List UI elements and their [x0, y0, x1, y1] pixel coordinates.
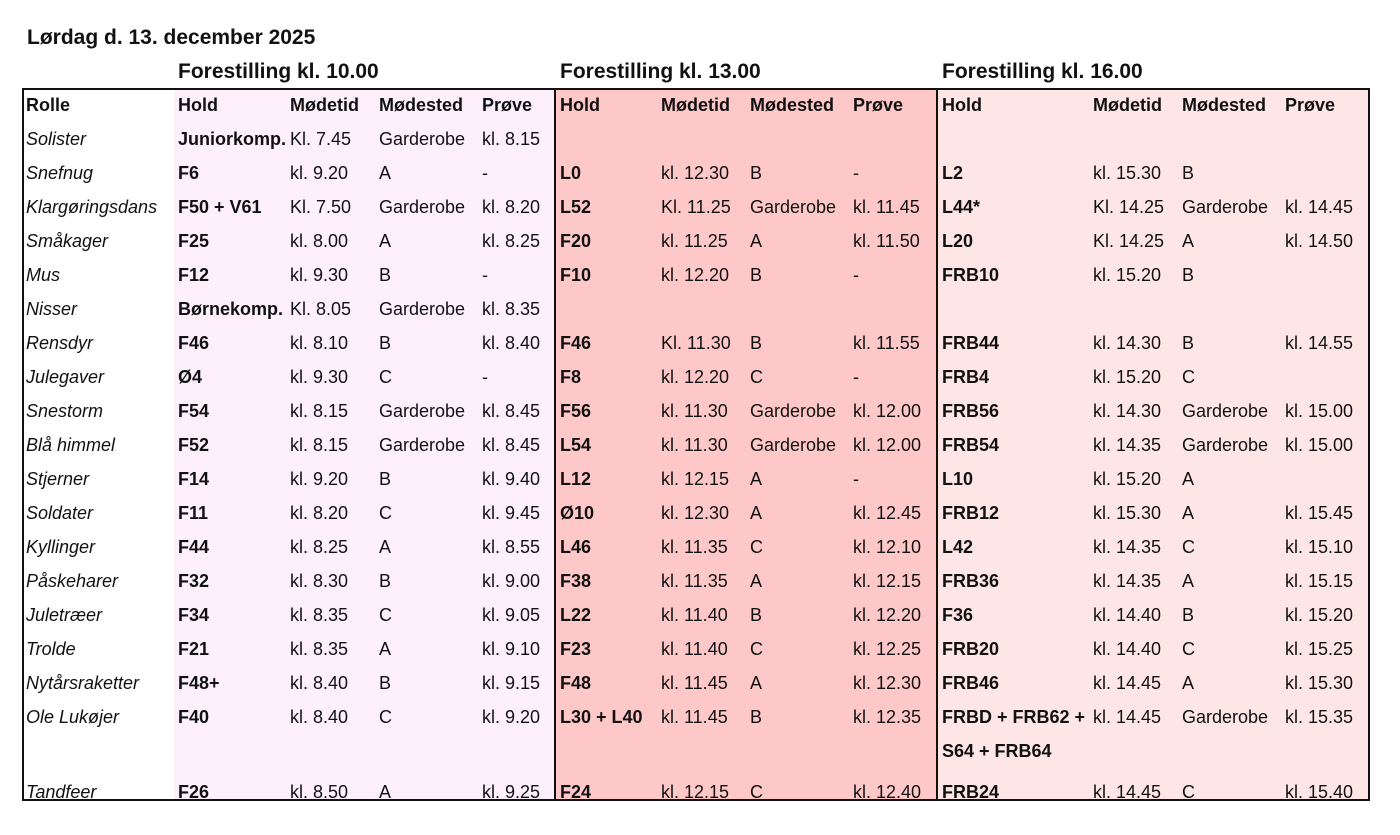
cell-s1-modetid: kl. 8.30: [290, 570, 349, 591]
cell-s3-modetid: kl. 14.45: [1093, 707, 1162, 727]
cell-s2-modested: C: [750, 638, 763, 659]
cell-s2-prove: kl. 12.45: [853, 502, 922, 523]
cell-s2-modetid: kl. 12.15: [661, 468, 730, 489]
cell-s2-modested: A: [750, 672, 763, 693]
cell-rolle: Solister: [26, 128, 87, 149]
cell-s1-modetid: kl. 8.10: [290, 332, 349, 353]
cell-s3-hold: FRB46: [942, 672, 1000, 693]
cell-s3-modested: C: [1182, 638, 1195, 659]
cell-rolle: Stjerner: [26, 468, 90, 489]
cell-s2-prove: kl. 12.00: [853, 434, 922, 455]
cell-s1-prove: kl. 8.35: [482, 298, 541, 319]
cell-s1-modetid: Kl. 8.05: [290, 298, 352, 319]
cell-rolle: Ole Lukøjer: [26, 707, 120, 727]
cell-s1-modested: C: [379, 366, 392, 387]
header-modested: Mødested: [750, 94, 835, 115]
cell-s1-prove: kl. 9.00: [482, 570, 541, 591]
cell-s1-modetid: kl. 8.50: [290, 781, 349, 802]
cell-s1-hold: F14: [178, 468, 210, 489]
header-modested: Mødested: [1182, 94, 1267, 115]
cell-s2-modested: C: [750, 781, 763, 802]
cell-s1-modested: A: [379, 536, 392, 557]
cell-rolle: Mus: [26, 264, 61, 285]
cell-s1-prove: kl. 9.45: [482, 502, 541, 523]
cell-s2-prove: kl. 12.25: [853, 638, 922, 659]
cell-s3-prove: kl. 14.45: [1285, 196, 1354, 217]
cell-s1-modetid: kl. 8.40: [290, 672, 349, 693]
cell-s3-prove: kl. 15.15: [1285, 570, 1354, 591]
header-prove: Prøve: [853, 94, 904, 115]
cell-s3-hold: FRB24: [942, 781, 1000, 802]
cell-s1-hold: F44: [178, 536, 210, 557]
cell-s3-hold: FRBD + FRB62 + S64 + FRB64: [942, 707, 1086, 761]
cell-s1-prove: -: [482, 366, 488, 387]
cell-rolle: Snestorm: [26, 400, 104, 421]
cell-s1-modetid: kl. 9.30: [290, 264, 349, 285]
cell-s3-prove: kl. 14.55: [1285, 332, 1354, 353]
cell-s3-hold: FRB54: [942, 434, 1000, 455]
cell-s2-prove: -: [853, 162, 859, 183]
cell-s2-modetid: kl. 12.30: [661, 162, 730, 183]
cell-s2-modetid: Kl. 11.25: [661, 196, 731, 217]
cell-s2-modetid: Kl. 11.30: [661, 332, 731, 353]
cell-s3-modetid: kl. 14.40: [1093, 638, 1162, 659]
header-modetid: Mødetid: [1093, 94, 1162, 115]
cell-s2-modested: Garderobe: [750, 196, 837, 217]
cell-s2-hold: F23: [560, 638, 592, 659]
cell-s2-modetid: kl. 11.35: [661, 570, 728, 591]
cell-s3-modetid: Kl. 14.25: [1093, 196, 1165, 217]
cell-rolle: Juletræer: [26, 604, 103, 625]
cell-s3-modested: B: [1182, 162, 1195, 183]
cell-s1-modetid: kl. 8.35: [290, 638, 349, 659]
header-hold: Hold: [942, 94, 982, 115]
cell-s2-prove: kl. 12.20: [853, 604, 922, 625]
cell-s1-prove: kl. 9.10: [482, 638, 541, 659]
cell-s2-modested: B: [750, 707, 763, 727]
cell-s1-prove: -: [482, 162, 488, 183]
header-hold: Hold: [560, 94, 600, 115]
cell-s3-hold: FRB10: [942, 264, 1000, 285]
cell-s1-modested: A: [379, 781, 392, 802]
cell-s2-modetid: kl. 12.20: [661, 264, 730, 285]
cell-s3-prove: kl. 15.20: [1285, 604, 1354, 625]
header-modetid: Mødetid: [290, 94, 359, 115]
cell-s2-modetid: kl. 11.45: [661, 707, 728, 727]
cell-s2-modetid: kl. 11.30: [661, 400, 728, 421]
cell-s3-modetid: kl. 14.35: [1093, 570, 1162, 591]
cell-s2-hold: F46: [560, 332, 592, 353]
cell-s1-prove: kl. 9.40: [482, 468, 541, 489]
cell-s3-hold: FRB12: [942, 502, 1000, 523]
cell-s2-hold: Ø10: [560, 502, 595, 523]
cell-s3-modetid: kl. 14.30: [1093, 400, 1162, 421]
cell-s1-modetid: kl. 9.20: [290, 468, 349, 489]
cell-s3-modetid: kl. 14.35: [1093, 536, 1162, 557]
cell-s2-prove: -: [853, 468, 859, 489]
header-rolle: Rolle: [26, 94, 71, 115]
cell-s3-prove: kl. 15.00: [1285, 400, 1354, 421]
cell-s3-modetid: kl. 15.20: [1093, 468, 1162, 489]
cell-s3-hold: L20: [942, 230, 974, 251]
cell-s1-hold: Børnekomp.: [178, 298, 284, 319]
cell-s3-modested: A: [1182, 468, 1195, 489]
cell-s3-modetid: kl. 14.30: [1093, 332, 1162, 353]
cell-s2-modested: B: [750, 264, 763, 285]
cell-s3-modetid: kl. 14.45: [1093, 781, 1162, 802]
cell-s3-modested: B: [1182, 332, 1195, 353]
cell-s3-modetid: kl. 14.45: [1093, 672, 1162, 693]
cell-s1-hold: F40: [178, 707, 210, 727]
cell-s2-hold: F20: [560, 230, 592, 251]
cell-s3-modetid: kl. 15.20: [1093, 264, 1162, 285]
cell-s2-modetid: kl. 11.40: [661, 638, 728, 659]
cell-s2-prove: kl. 12.15: [853, 570, 922, 591]
cell-s2-prove: kl. 12.35: [853, 707, 922, 727]
cell-s1-modested: Garderobe: [379, 298, 466, 319]
cell-s3-modetid: kl. 14.35: [1093, 434, 1162, 455]
cell-s2-hold: F10: [560, 264, 592, 285]
cell-s3-prove: kl. 14.50: [1285, 230, 1354, 251]
cell-s1-hold: F12: [178, 264, 210, 285]
cell-rolle: Trolde: [26, 638, 76, 659]
cell-rolle: Soldater: [26, 502, 94, 523]
cell-s2-modested: Garderobe: [750, 434, 837, 455]
cell-s1-modetid: kl. 8.25: [290, 536, 349, 557]
cell-s3-modetid: Kl. 14.25: [1093, 230, 1165, 251]
cell-s2-prove: kl. 11.45: [853, 196, 920, 217]
cell-s1-hold: F34: [178, 604, 210, 625]
cell-rolle: Småkager: [26, 230, 109, 251]
cell-s2-prove: kl. 12.30: [853, 672, 922, 693]
cell-s1-modested: A: [379, 162, 392, 183]
cell-s1-modested: Garderobe: [379, 196, 466, 217]
cell-s3-hold: FRB20: [942, 638, 1000, 659]
header-modetid: Mødetid: [661, 94, 730, 115]
cell-s2-hold: L0: [560, 162, 582, 183]
cell-s2-modetid: kl. 12.30: [661, 502, 730, 523]
header-prove: Prøve: [482, 94, 533, 115]
cell-s3-hold: F36: [942, 604, 974, 625]
cell-s2-hold: L54: [560, 434, 592, 455]
cell-s1-hold: Ø4: [178, 366, 203, 387]
cell-s3-hold: L10: [942, 468, 974, 489]
cell-s3-prove: kl. 15.40: [1285, 781, 1354, 802]
cell-s1-prove: kl. 8.40: [482, 332, 541, 353]
cell-s3-prove: kl. 15.35: [1285, 707, 1354, 727]
cell-s1-hold: F11: [178, 502, 209, 523]
cell-s3-modetid: kl. 15.30: [1093, 502, 1162, 523]
cell-s1-prove: kl. 9.05: [482, 604, 541, 625]
cell-s1-modetid: kl. 8.15: [290, 400, 349, 421]
cell-s2-modetid: kl. 11.45: [661, 672, 728, 693]
cell-rolle: Påskeharer: [26, 570, 119, 591]
cell-s2-prove: kl. 11.50: [853, 230, 920, 251]
cell-s2-prove: kl. 12.10: [853, 536, 922, 557]
cell-s2-modested: B: [750, 162, 763, 183]
cell-s3-modested: A: [1182, 570, 1195, 591]
cell-s1-prove: kl. 8.20: [482, 196, 541, 217]
cell-s1-modetid: Kl. 7.50: [290, 196, 352, 217]
cell-s1-modetid: kl. 9.20: [290, 162, 349, 183]
cell-s3-modested: C: [1182, 536, 1195, 557]
cell-s1-modetid: Kl. 7.45: [290, 128, 352, 149]
cell-s2-modested: A: [750, 230, 763, 251]
cell-s1-modested: Garderobe: [379, 434, 466, 455]
cell-s2-modested: B: [750, 332, 763, 353]
cell-s1-modested: B: [379, 570, 392, 591]
cell-s2-prove: -: [853, 366, 859, 387]
cell-s2-prove: -: [853, 264, 859, 285]
cell-s1-prove: kl. 8.25: [482, 230, 541, 251]
cell-s1-modested: B: [379, 468, 392, 489]
cell-s2-hold: L12: [560, 468, 592, 489]
cell-s1-prove: -: [482, 264, 488, 285]
cell-s1-modested: A: [379, 638, 392, 659]
cell-s1-hold: F6: [178, 162, 200, 183]
cell-s3-modetid: kl. 15.20: [1093, 366, 1162, 387]
cell-rolle: Blå himmel: [26, 434, 116, 455]
cell-s1-prove: kl. 8.55: [482, 536, 541, 557]
cell-s3-modested: A: [1182, 672, 1195, 693]
cell-s3-prove: kl. 15.00: [1285, 434, 1354, 455]
cell-s3-modested: B: [1182, 264, 1195, 285]
cell-s3-modested: Garderobe: [1182, 196, 1269, 217]
cell-s2-modetid: kl. 12.15: [661, 781, 730, 802]
cell-s2-modested: A: [750, 502, 763, 523]
cell-s2-hold: L22: [560, 604, 592, 625]
cell-s1-prove: kl. 8.45: [482, 400, 541, 421]
cell-rolle: Julegaver: [26, 366, 105, 387]
cell-s1-prove: kl. 9.15: [482, 672, 541, 693]
cell-s2-hold: L30 + L40: [560, 707, 643, 727]
cell-s3-modested: B: [1182, 604, 1195, 625]
cell-s1-modetid: kl. 8.40: [290, 707, 349, 727]
cell-s1-hold: F32: [178, 570, 210, 591]
cell-s2-modetid: kl. 11.35: [661, 536, 728, 557]
cell-s2-modetid: kl. 11.30: [661, 434, 728, 455]
cell-s2-hold: F8: [560, 366, 582, 387]
cell-rolle: Rensdyr: [26, 332, 94, 353]
cell-s3-hold: FRB44: [942, 332, 1000, 353]
cell-s1-hold: F46: [178, 332, 210, 353]
table-frame: [22, 88, 1370, 801]
cell-s2-modested: B: [750, 604, 763, 625]
cell-rolle: Nytårsraketter: [26, 672, 140, 693]
cell-s2-prove: kl. 11.55: [853, 332, 920, 353]
cell-s3-hold: FRB56: [942, 400, 1000, 421]
cell-s1-hold: F52: [178, 434, 210, 455]
cell-s3-prove: kl. 15.45: [1285, 502, 1354, 523]
cell-s3-modested: C: [1182, 366, 1195, 387]
cell-s2-hold: L52: [560, 196, 592, 217]
cell-s3-hold: L42: [942, 536, 974, 557]
cell-s3-modested: C: [1182, 781, 1195, 802]
cell-s2-prove: kl. 12.40: [853, 781, 922, 802]
cell-s1-modested: A: [379, 230, 392, 251]
cell-s2-hold: F48: [560, 672, 592, 693]
cell-rolle: Snefnug: [26, 162, 94, 183]
cell-s3-prove: kl. 15.25: [1285, 638, 1354, 659]
cell-s1-modetid: kl. 8.15: [290, 434, 349, 455]
cell-s3-hold: FRB4: [942, 366, 990, 387]
cell-s3-hold: L2: [942, 162, 964, 183]
cell-s3-modetid: kl. 14.40: [1093, 604, 1162, 625]
cell-s3-modetid: kl. 15.30: [1093, 162, 1162, 183]
cell-s2-modested: Garderobe: [750, 400, 837, 421]
cell-s2-hold: L46: [560, 536, 592, 557]
header-modested: Mødested: [379, 94, 464, 115]
cell-s1-modested: B: [379, 332, 392, 353]
cell-s2-modested: A: [750, 570, 763, 591]
cell-s3-modested: A: [1182, 230, 1195, 251]
cell-s1-prove: kl. 8.15: [482, 128, 541, 149]
cell-s1-modested: Garderobe: [379, 400, 466, 421]
cell-s1-hold: F48+: [178, 672, 220, 693]
cell-s2-modetid: kl. 12.20: [661, 366, 730, 387]
cell-s1-modetid: kl. 8.20: [290, 502, 349, 523]
cell-s1-modetid: kl. 9.30: [290, 366, 349, 387]
cell-s2-modested: A: [750, 468, 763, 489]
cell-s3-modested: Garderobe: [1182, 707, 1269, 727]
cell-s2-modetid: kl. 11.25: [661, 230, 728, 251]
cell-s3-prove: kl. 15.10: [1285, 536, 1354, 557]
schedule-grid: [22, 88, 1370, 801]
cell-s2-prove: kl. 12.00: [853, 400, 922, 421]
cell-s1-hold: F54: [178, 400, 210, 421]
header-prove: Prøve: [1285, 94, 1336, 115]
cell-s3-hold: L44*: [942, 196, 981, 217]
cell-s1-hold: Juniorkomp.: [178, 128, 286, 149]
cell-s2-hold: F38: [560, 570, 592, 591]
cell-s1-prove: kl. 9.20: [482, 707, 541, 727]
page-title: Lørdag d. 13. december 2025: [27, 26, 316, 49]
cell-s3-modested: Garderobe: [1182, 434, 1269, 455]
cell-s3-hold: FRB36: [942, 570, 1000, 591]
cell-rolle: Nisser: [26, 298, 78, 319]
show-title-3: Forestilling kl. 16.00: [942, 60, 1143, 83]
cell-s1-modested: C: [379, 502, 392, 523]
cell-s2-hold: F24: [560, 781, 592, 802]
cell-s1-modested: B: [379, 264, 392, 285]
header-hold: Hold: [178, 94, 218, 115]
cell-s1-modested: Garderobe: [379, 128, 466, 149]
cell-s3-modested: Garderobe: [1182, 400, 1269, 421]
cell-s1-modested: B: [379, 672, 392, 693]
show-title-2: Forestilling kl. 13.00: [560, 60, 761, 83]
cell-rolle: Tandfeer: [26, 781, 97, 802]
cell-s1-modested: C: [379, 707, 392, 727]
cell-s2-modested: C: [750, 536, 763, 557]
cell-s1-prove: kl. 8.45: [482, 434, 541, 455]
cell-rolle: Kyllinger: [26, 536, 96, 557]
cell-s1-modetid: kl. 8.00: [290, 230, 349, 251]
cell-s2-modetid: kl. 11.40: [661, 604, 728, 625]
cell-rolle: Klargøringsdans: [26, 196, 158, 217]
cell-s1-hold: F50 + V61: [178, 196, 262, 217]
cell-s3-modested: A: [1182, 502, 1195, 523]
cell-s1-modetid: kl. 8.35: [290, 604, 349, 625]
cell-s1-modested: C: [379, 604, 392, 625]
show-title-1: Forestilling kl. 10.00: [178, 60, 379, 83]
cell-s2-hold: F56: [560, 400, 592, 421]
cell-s3-prove: kl. 15.30: [1285, 672, 1354, 693]
cell-s1-hold: F26: [178, 781, 210, 802]
cell-s1-hold: F25: [178, 230, 210, 251]
cell-s1-prove: kl. 9.25: [482, 781, 541, 802]
cell-s1-hold: F21: [178, 638, 210, 659]
cell-s2-modested: C: [750, 366, 763, 387]
